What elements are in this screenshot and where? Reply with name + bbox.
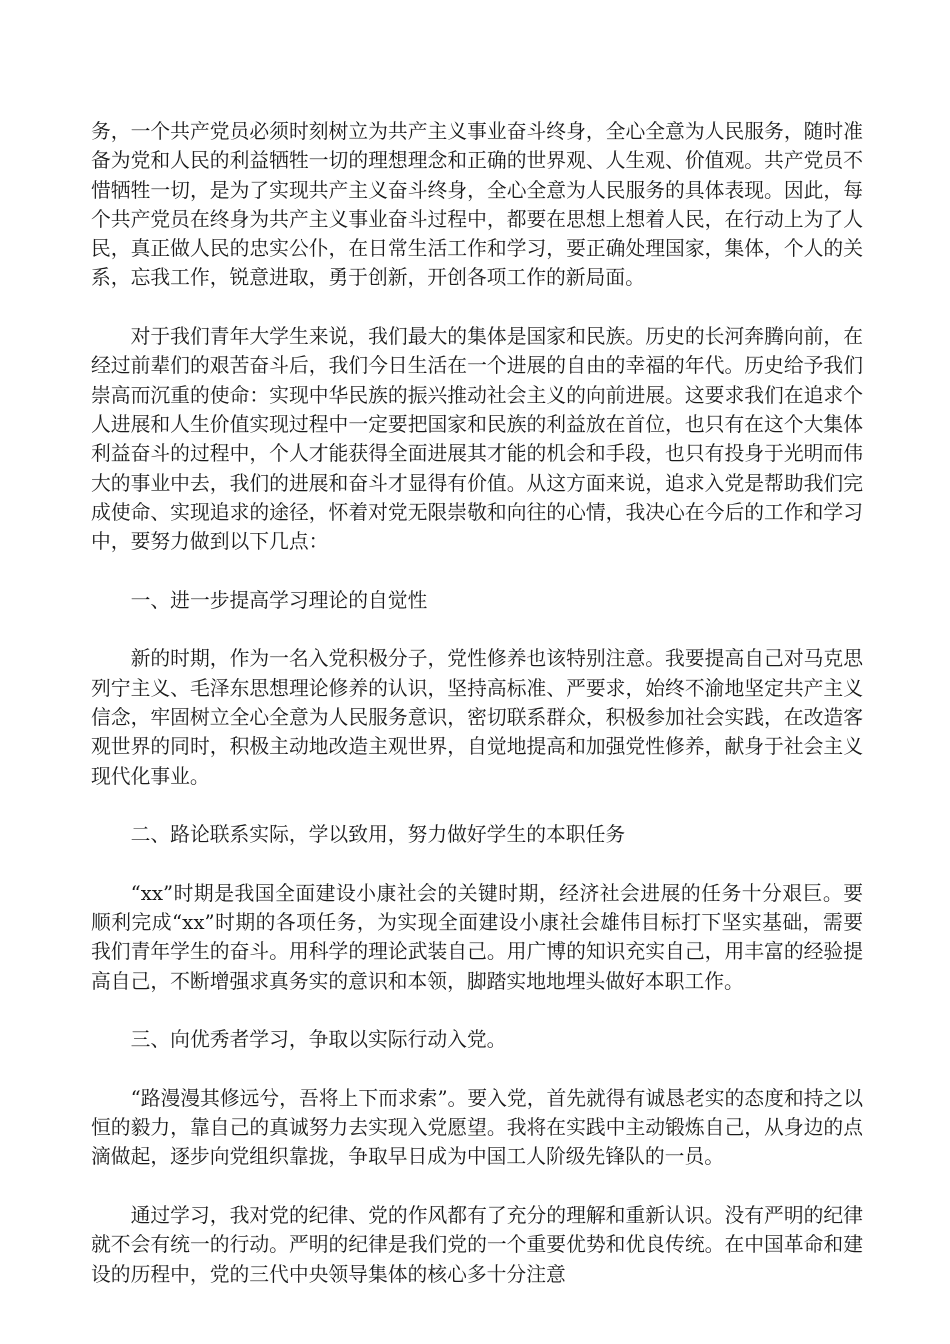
paragraph-discipline: 通过学习，我对党的纪律、党的作风都有了充分的理解和重新认识。没有严明的纪律就不会有统一的行动。严明的纪律是我们党的一个重要优势和优良传统。在中国革命和建设的历程中，党的三代中央领导集体的核心多十分注意: [91, 1203, 863, 1286]
paragraph-party-cultivation: 新的时期，作为一名入党积极分子，党性修养也该特别注意。我要提高自己对马克思列宁主义、毛泽东思想理论修养的认识，坚持高标准、严要求，始终不渝地坚定共产主义信念，牢固树立全心全意为人民服务意识，密切联系群众，积极参加社会实践，在改造客观世界的同时，积极主动地改造主观世界，自觉地提高和加强党性修养，献身于社会主义现代化事业。: [91, 647, 863, 788]
paragraph-xx-period: “xx”时期是我国全面建设小康社会的关键时期，经济社会进展的任务十分艰巨。要顺利完成“xx”时期的各项任务，为实现全面建设小康社会雄伟目标打下坚实基础，需要我们青年学生的奋斗。用科学的理论武装自己。用广博的知识充实自己，用丰富的经验提高自己，不断增强求真务实的意识和本领，脚踏实地地埋头做好本职工作。: [91, 881, 863, 993]
document-page: [91, 117, 863, 1318]
paragraph-youth-responsibility: 对于我们青年大学生来说，我们最大的集体是国家和民族。历史的长河奔腾向前，在经过前辈们的艰苦奋斗后，我们今日生活在一个进展的自由的幸福的年代。历史给予我们崇高而沉重的使命：实现中华民族的振兴推动社会主义的向前进展。这要求我们在追求个人进展和人生价值实现过程中一定要把国家和民族的利益放在首位，也只有在这个大集体利益奋斗的过程中，个人才能获得全面进展其才能的机会和手段，也只有投身于光明而伟大的事业中去，我们的进展和奋斗才显得有价值。从这方面来说，追求入党是帮助我们完成使命、实现追求的途径，怀着对党无限崇敬和向往的心情，我决心在今后的工作和学习中，要努力做到以下几点：: [91, 325, 863, 554]
section-heading-three: 三、向优秀者学习，争取以实际行动入党。: [130, 1028, 507, 1052]
paragraph-continuation: 务，一个共产党员必须时刻树立为共产主义事业奋斗终身，全心全意为人民服务，随时准备为党和人民的利益牺牲一切的理想理念和正确的世界观、人生观、价值观。共产党员不惜牺牲一切，是为了实现共产主义奋斗终身，全心全意为人民服务的具体表现。因此，每个共产党员在终身为共产主义事业奋斗过程中，都要在思想上想着人民，在行动上为了人民，真正做人民的忠实公仆，在日常生活工作和学习，要正确处理国家，集体，个人的关系，忘我工作，锐意进取，勇于创新，开创各项工作的新局面。: [91, 120, 863, 290]
paragraph-long-road: “路漫漫其修远兮，吾将上下而求索”。要入党，首先就得有诚恳老实的态度和持之以恒的毅力，靠自己的真诚努力去实现入党愿望。我将在实践中主动锻炼自己，从身边的点滴做起，逐步向党组织靠拢，争取早日成为中国工人阶级先锋队的一员。: [91, 1086, 863, 1169]
section-heading-two: 二、路论联系实际，学以致用，努力做好学生的本职任务: [130, 823, 626, 847]
section-heading-one: 一、进一步提高学习理论的自觉性: [130, 588, 428, 612]
